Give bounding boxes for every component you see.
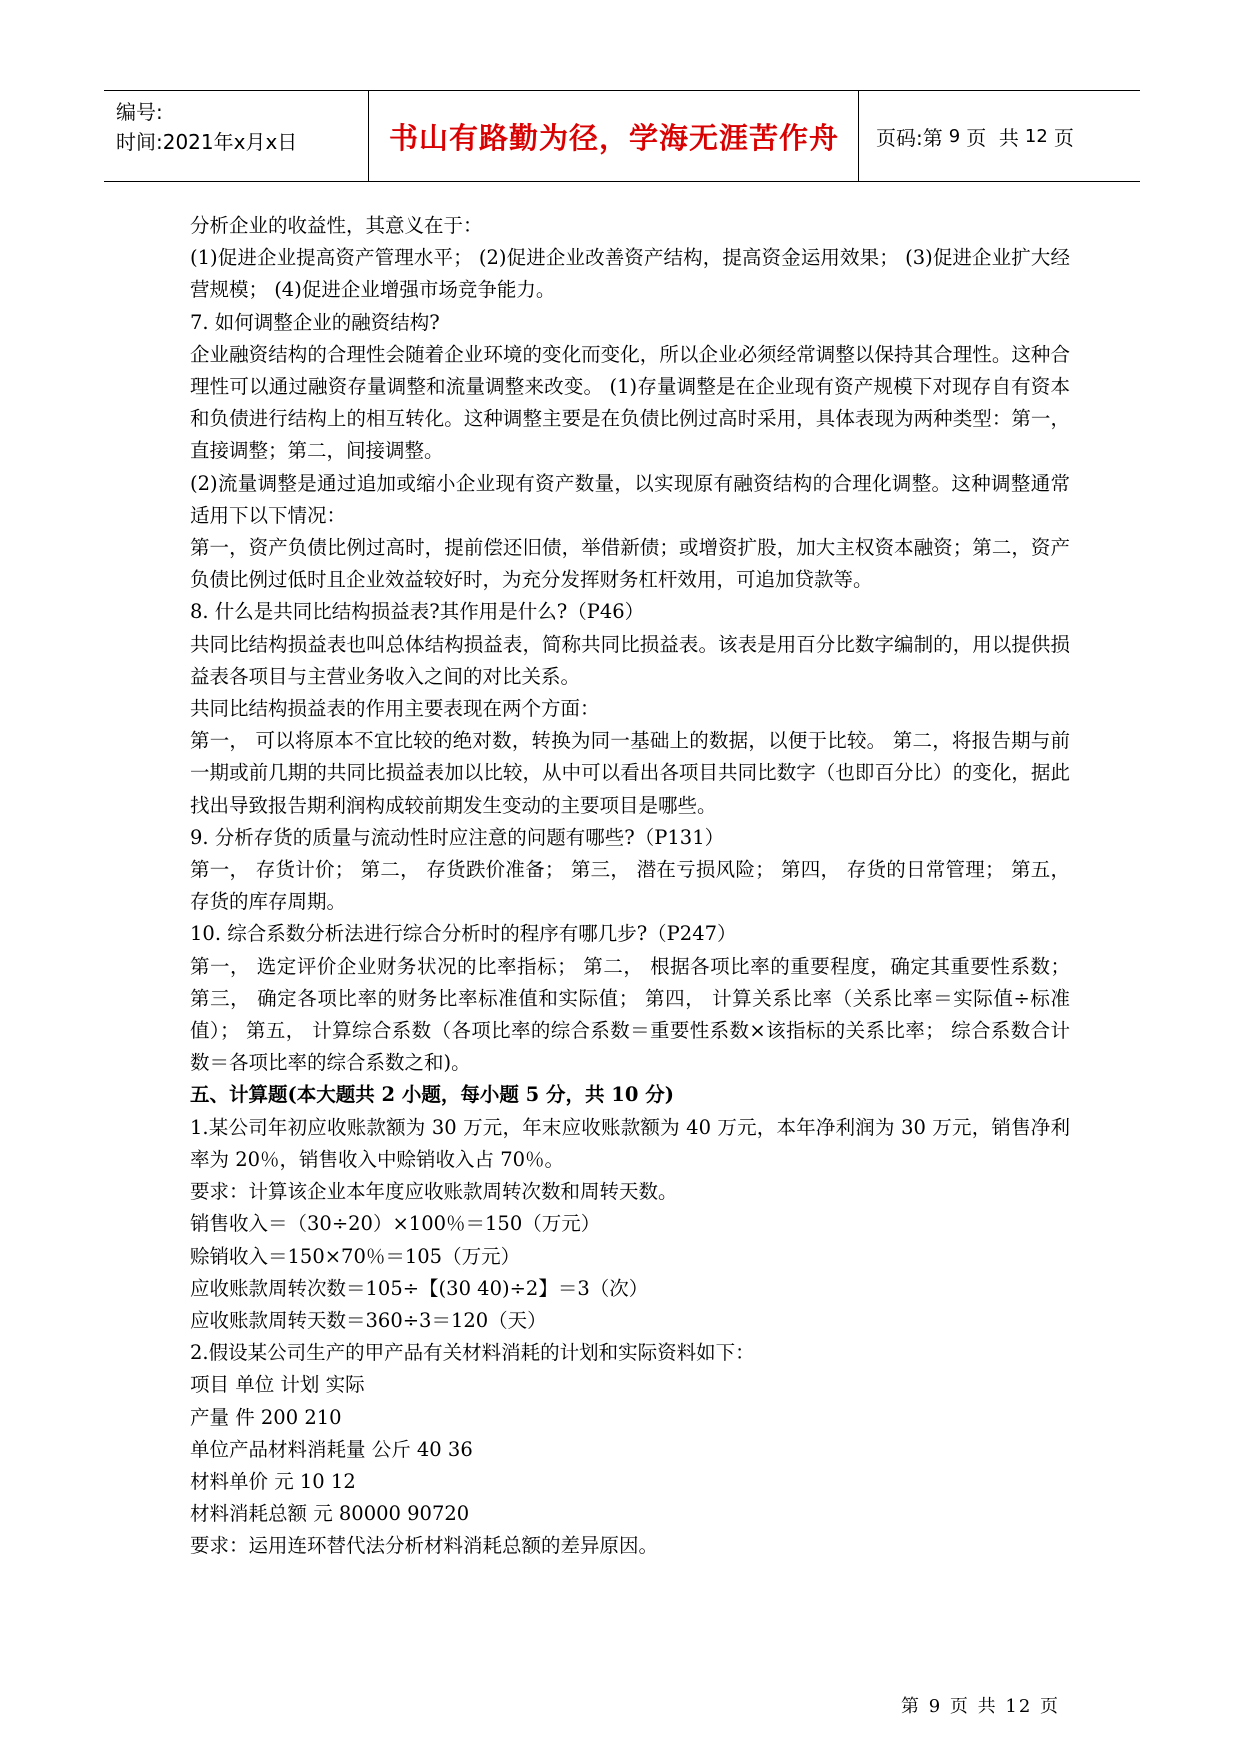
page-mid: 页 共 [966, 125, 1019, 150]
paragraph: 要求：计算该企业本年度应收账款周转次数和周转天数。 [190, 1180, 678, 1204]
paragraph: (1)促进企业提高资产管理水平； (2)促进企业改善资产结构，提高资金运用效果； (3)促进企业扩大经营规模； (4)促进企业增强市场竞争能力。 [190, 246, 1070, 302]
page-footer: 第 9 页 共 12 页 [901, 1696, 1060, 1717]
header-divider-left [368, 91, 369, 181]
time-label: 时间:2021年x月x日 [116, 130, 298, 154]
paragraph: 分析企业的收益性，其意义在于： [190, 214, 483, 237]
question-heading: 10. 综合系数分析法进行综合分析时的程序有哪几步?（P247） [190, 922, 737, 946]
data-line: 产量 件 200 210 [190, 1405, 342, 1429]
formula-line: 赊销收入＝150×70％＝105（万元） [190, 1244, 521, 1268]
paragraph: 企业融资结构的合理性会随着企业环境的变化而变化，所以企业必须经常调整以保持其合理性。这种合理性可以通过融资存量调整和流量调整来改变。 (1)存量调整是在企业现有资产规模下对现存自有资本和负债进行结构上的相互转化。这种调整主要是在负债比例过高时采用，具体表现为两种类型：第一，直接调整；第二，间接调整。 [190, 342, 1070, 463]
header-page-info [876, 91, 1074, 181]
paragraph: 第一， 选定评价企业财务状况的比率指标； 第二， 根据各项比率的重要程度，确定其重要性系数； 第三， 确定各项比率的财务比率标准值和实际值； 第四， 计算关系比率（关系比率＝实际值÷标准值）； 第五， 计算综合系数（各项比率的综合系数＝重要性系数×该指标的关系比率； 综合系数合计数＝各项比率的综合系数之和)。 [190, 954, 1070, 1075]
header-motto: 书山有路勤为径，学海无涯苦作舟 [388, 120, 839, 155]
section-heading: 五、计算题(本大题共 2 小题，每小题 5 分，共 10 分) [190, 1083, 674, 1107]
paragraph: 1.某公司年初应收账款额为 30 万元，年末应收账款额为 40 万元，本年净利润为 30 万元，销售净利率为 20％，销售收入中赊销收入占 70％。 [190, 1115, 1070, 1171]
formula-line: 应收账款周转天数＝360÷3＝120（天） [190, 1308, 547, 1332]
page-total: 12 [1024, 125, 1048, 147]
data-line: 材料单价 元 10 12 [190, 1469, 356, 1493]
question-heading: 9. 分析存货的质量与流动性时应注意的问题有哪些?（P131） [190, 825, 725, 849]
number-label: 编号: [116, 100, 163, 124]
page-suffix: 页 [1053, 125, 1074, 150]
data-line: 材料消耗总额 元 80000 90720 [190, 1502, 470, 1526]
formula-line: 销售收入＝（30÷20）×100％＝150（万元） [190, 1212, 601, 1236]
data-line: 单位产品材料消耗量 公斤 40 36 [190, 1437, 473, 1461]
document-body [190, 210, 1070, 1563]
question-heading: 7. 如何调整企业的融资结构? [190, 310, 440, 334]
paragraph: 要求：运用连环替代法分析材料消耗总额的差异原因。 [190, 1534, 659, 1558]
paragraph: 2.假设某公司生产的甲产品有关材料消耗的计划和实际资料如下： [190, 1341, 755, 1365]
formula-line: 应收账款周转次数＝105÷【(30 40)÷2】＝3（次） [190, 1276, 649, 1300]
question-heading: 8. 什么是共同比结构损益表?其作用是什么?（P46） [190, 600, 645, 624]
data-line: 项目 单位 计划 实际 [190, 1373, 365, 1397]
paragraph: 第一， 可以将原本不宜比较的绝对数，转换为同一基础上的数据，以便于比较。 第二，将报告期与前一期或前几期的共同比损益表加以比较，从中可以看出各项目共同比数字（也即百分比）的变化，据此找出导致报告期利润构成较前期发生变动的主要项目是哪些。 [190, 729, 1070, 817]
paragraph: 共同比结构损益表的作用主要表现在两个方面： [190, 697, 600, 721]
header-left-cell [116, 97, 356, 157]
paragraph: 共同比结构损益表也叫总体结构损益表，简称共同比损益表。该表是用百分比数字编制的，用以提供损益表各项目与主营业务收入之间的对比关系。 [190, 632, 1070, 688]
paragraph: (2)流量调整是通过追加或缩小企业现有资产数量，以实现原有融资结构的合理化调整。这种调整通常适用下以下情况： [190, 471, 1070, 527]
header-table [104, 90, 1140, 182]
header-divider-right [858, 91, 859, 181]
paragraph: 第一，资产负债比例过高时，提前偿还旧债，举借新债；或增资扩股，加大主权资本融资；第二，资产负债比例过低时且企业效益较好时，为充分发挥财务杠杆效用，可追加贷款等。 [190, 536, 1070, 592]
paragraph: 第一， 存货计价； 第二， 存货跌价准备； 第三， 潜在亏损风险； 第四， 存货的日常管理； 第五， 存货的库存周期。 [190, 858, 1070, 914]
page-prefix: 页码:第 [876, 125, 943, 150]
page-current: 9 [948, 125, 961, 147]
